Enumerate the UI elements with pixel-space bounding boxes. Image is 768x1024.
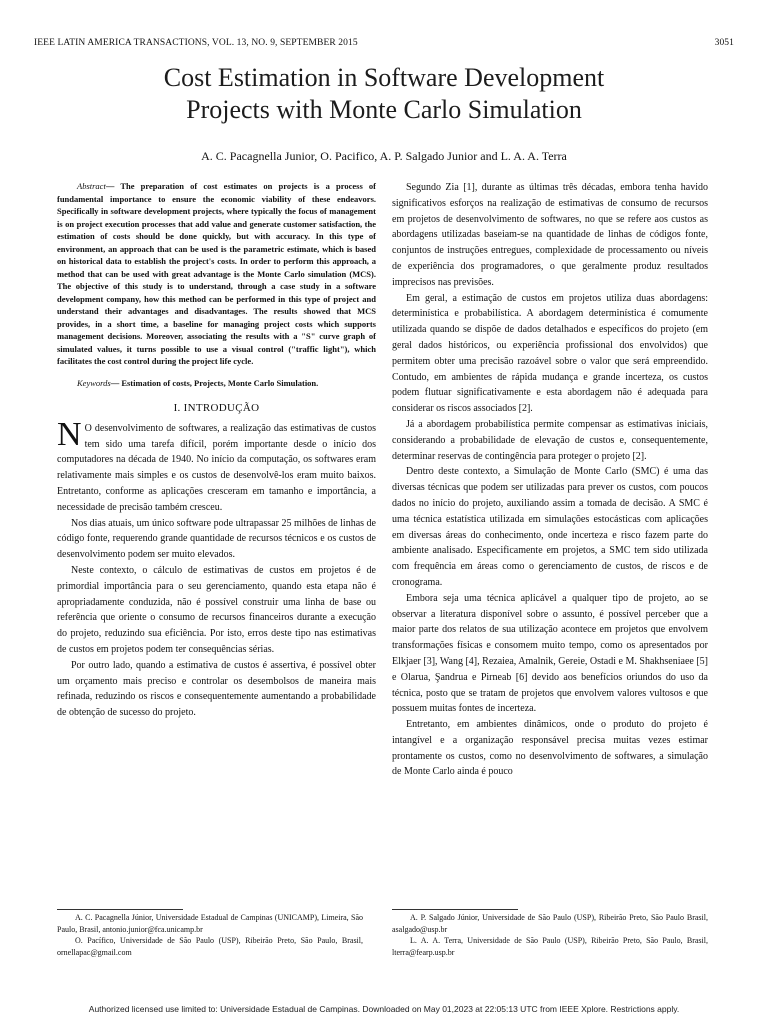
intro-paragraph-1 [57,415,376,516]
body-paragraph-6: Entretanto, em ambientes dinâmicos, onde o produto do projeto é intangível e a organização responsável precisa muitas vezes estimar prontamente os custos, como no desenvolvimento de softwares, a simulação de Monte Carlo ainda é pouco [392,719,708,778]
title-line-2: Projects with Monte Carlo Simulation [186,95,582,124]
body-paragraph-3: Já a abordagem probabilística permite compensar as estimativas iniciais, considerando a probabilidade de elevação de custos e, consequentemente, determinar reservas de contingência para proteger o projeto [2]. [392,418,708,462]
footnote-author-2: O. Pacífico, Universidade de São Paulo (USP), Ribeirão Preto, São Paulo, Brasil, ornellapac@gmail.com [57,936,363,957]
intro-paragraph-1-text: O desenvolvimento de softwares, a realização das estimativas de custos tem sido uma tarefa difícil, porém importante desde o início dos computadores na década de 1940. No início da computação, os softwares eram relativamente mais simples e os custos de desenvolvê-los eram muito baixos. Entretanto, conforme as aplicações cresceram em tamanho e importância, a necessidade de precisão também cresceu. [57,422,376,513]
author-list: A. C. Pacagnella Junior, O. Pacifico, A. P. Salgado Junior and L. A. A. Terra [201,149,567,163]
paper-title [40,62,728,126]
abstract-label: Abstract [77,181,106,191]
title-line-1: Cost Estimation in Software Development [163,63,605,92]
intro-paragraph-2: Nos dias atuais, um único software pode ultrapassar 25 milhões de linhas de código fonte, requerendo grande quantidade de recursos técnicos e os custos de desenvolvimento podem ser muito elevados. [57,517,376,561]
body-paragraph-5: Embora seja uma técnica aplicável a qualquer tipo de projeto, ao se observar a literatura disponível sobre o assunto, é possível perceber que a maior parte dos relatos de sua utilização acontece em projetos que envolvem transformações físicas e consomem muito tempo, como os apresentados por Elkjaer [3], Wang [4], Rezaiea, Amalnik, Gereie, Ostadi e M. Shakhseniaee [5] e Olarua, Şandrua e Pirneab [6] devido aos benefícios oriundos do uso da técnica, posto que se tratam de projetos que envolvem valores vultosos e que possuem muitas fontes de incerteza. [392,592,708,715]
footnotes-left [57,912,363,958]
footnote-divider-right [392,909,518,910]
abstract-text: — The preparation of cost estimates on projects is a process of fundamental importance to ensure the economic viability of these endeavors. Specifically in software development projects, where typically the focus of management is on project execution processes that add value and generate customer satisfaction, the estimation of costs should be done quickly, but with accuracy. In this type of environment, an approach that can be used is the parametric estimate, which is based on historical data to establish the project's costs. In order to perform this approach, a method that can be used with great advantage is the Monte Carlo simulation (MCS). The objective of this study is to understand, through a case study in a software development company, how this method can be performed in this type of project and understand their advantages and disadvantages. The results showed that MCS provides, in a short time, a baseline for managing project costs which supports management decisions. Moreover, associating the results with a "S" curve graph of simulated values, it turns possible to use a visual control ("traffic light"), which facilitates the cost control during the project life cycle. [57,181,376,366]
left-column [57,180,376,721]
footnotes-right [392,912,708,958]
body-paragraph-1: Segundo Zia [1], durante as últimas três décadas, embora tenha havido significativos esforços na realização de estimativas de consumo de recursos em projetos de desenvolvimento de softwares, no que se refere aos custos as abordagens utilizadas baseiam-se na quantidade de linhas de códigos fonte, conjuntos de instruções entregues, complexidade de processamento ou níveis de experiência dos programadores, o que geralmente produz resultados imprecisos nas previsões. [392,182,708,288]
download-notice: Authorized licensed use limited to: Universidade Estadual de Campinas. Downloaded on May 01,2023 at 22:05:13 UTC from IEEE Xplore. Restrictions apply. [88,1004,680,1014]
journal-info: IEEE LATIN AMERICA TRANSACTIONS, VOL. 13, NO. 9, SEPTEMBER 2015 [34,38,358,48]
keywords-text: — Estimation of costs, Projects, Monte Carlo Simulation. [110,377,319,388]
intro-paragraph-3: Neste contexto, o cálculo de estimativas de custos em projetos é de primordial importância para o seu gerenciamento, quando esta etapa não é apropriadamente conduzida, não é possível construir uma linha de base ou referência que oriente o consumo de recursos financeiros durante a execução do projeto, reduzindo sua eficiência. Por isto, erros deste tipo nas estimativas de custos em projetos podem ter consequências sérias. [57,564,376,655]
page-number: 3051 [714,38,734,48]
footnote-author-4: L. A. A. Terra, Universidade de São Paulo (USP), Ribeirão Preto, São Paulo, Brasil, lterra@fearp.usp.br [392,936,708,957]
footnote-divider-left [57,909,183,910]
drop-cap: N [57,415,82,453]
abstract [57,180,376,368]
right-column [392,180,708,780]
running-header [34,38,734,52]
keywords-label: Keywords [77,377,111,388]
footnote-author-1: A. C. Pacagnella Júnior, Universidade Estadual de Campinas (UNICAMP), Limeira, São Paulo, Brasil, antonio.junior@fca.unicamp.br [57,913,363,934]
keywords [57,377,376,390]
intro-paragraph-4: Por outro lado, quando a estimativa de custos é assertiva, é possível obter um orçamento mais preciso e controlar os desembolsos de maneira mais refinada, reduzindo os riscos e consequentemente aumentando a probabilidade de obtenção de sucesso do projeto. [57,659,376,719]
body-paragraph-4: Dentro deste contexto, a Simulação de Monte Carlo (SMC) é uma das diversas técnicas que podem ser utilizadas para prever os custos, com poucos dados no início do projeto, auxiliando assim a tomada de decisão. A SMC é uma técnica estatística utilizada em simulações estocásticas com aplicações em diversas áreas do conhecimento, onde incerteza e risco fazem parte do ambiente analisado. Especificamente em projetos, a SMC tem sido utilizada com frequência em áreas como o gerenciamento de custos, de riscos e de cronograma. [392,466,708,588]
footnote-author-3: A. P. Salgado Júnior, Universidade de São Paulo (USP), Ribeirão Preto, São Paulo Brasil, asalgado@usp.br [392,913,708,934]
section-heading: I. INTRODUÇÃO [173,402,260,414]
body-paragraph-2: Em geral, a estimação de custos em projetos utiliza duas abordagens: determinística e probabilística. A abordagem determinística é comumente utilizada quando se dispõe de dados detalhados e específicos do projeto (em geral dados históricos, ou experiência profissional dos envolvidos) que permitem obter uma precisão razoável sobre o valor que será empreendido. Contudo, em ambientes de rápida mudança e grande incerteza, os custos podem flutuar significativamente e esta abordagem não é adequada para considerar os riscos associados [2]. [392,292,708,415]
